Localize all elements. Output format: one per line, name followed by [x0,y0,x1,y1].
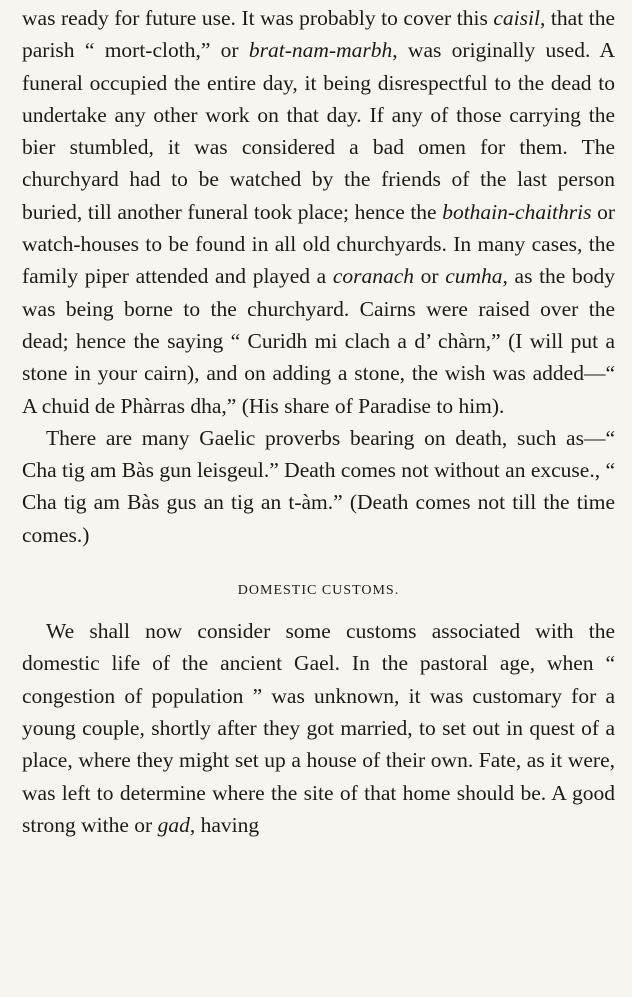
text-run: was ready for future use. It was probably to cover this [22,6,494,30]
text-run: or watch-houses to be found in all old churchyards. In many cases, the family piper attended and played a [22,199,615,289]
gaelic-term-brat-nam-marbh: brat-nam-marbh [248,38,393,63]
paragraph-domestic-customs [22,615,615,841]
gaelic-term-cumha: cumha [445,264,503,289]
text-run: , as the body was being borne to the churchyard. Cairns were raised over the dead; hence the saying “ Curidh mi clach a d’ chàrn,” (I will put a stone in your cairn), and on adding a stone, the wish was added—“ A chuid de Phàrras dha,” (His share of Paradise to him). [22,264,615,418]
section-heading: DOMESTIC CUSTOMS. [237,583,400,599]
gaelic-term-caisil: caisil [493,6,540,30]
gaelic-term-coranach: coranach [332,264,415,289]
text-run: , having [189,812,260,837]
text-run: or [414,264,446,289]
gaelic-term-bothain-chaithris: bothain-chaithris [442,199,592,224]
paragraph-death-proverbs: There are many Gaelic proverbs bearing on death, such as—“ Cha tig am Bàs gun leisgeul.” Death comes not without an excuse., “ Cha tig am Bàs gus an tig an t-àm.” (Death comes not till the time comes.) [22,425,615,547]
text-run: We shall now consider some customs associated with the domestic life of the ancient Gael. In the pastoral age, when “ congestion of population ” was unknown, it was customary for a young couple, shortly after they got married, to set out in quest of a place, where they might set up a house of their own. Fate, as it were, was left to determine where the site of that home should be. A good strong withe or [22,619,615,837]
paragraph-funeral-customs [22,0,615,422]
text-run: , was originally used. A funeral occupied the entire day, it being disrespectful to the dead to undertake any other work on that day. If any of those carrying the bier stumbled, it was considered a bad omen for them. The churchyard had to be watched by the friends of the last person buried, till another funeral took place; hence the [22,38,615,224]
gaelic-term-gad: gad [157,812,190,837]
text-run: , that the parish “ mort-cloth,” or [22,6,615,63]
